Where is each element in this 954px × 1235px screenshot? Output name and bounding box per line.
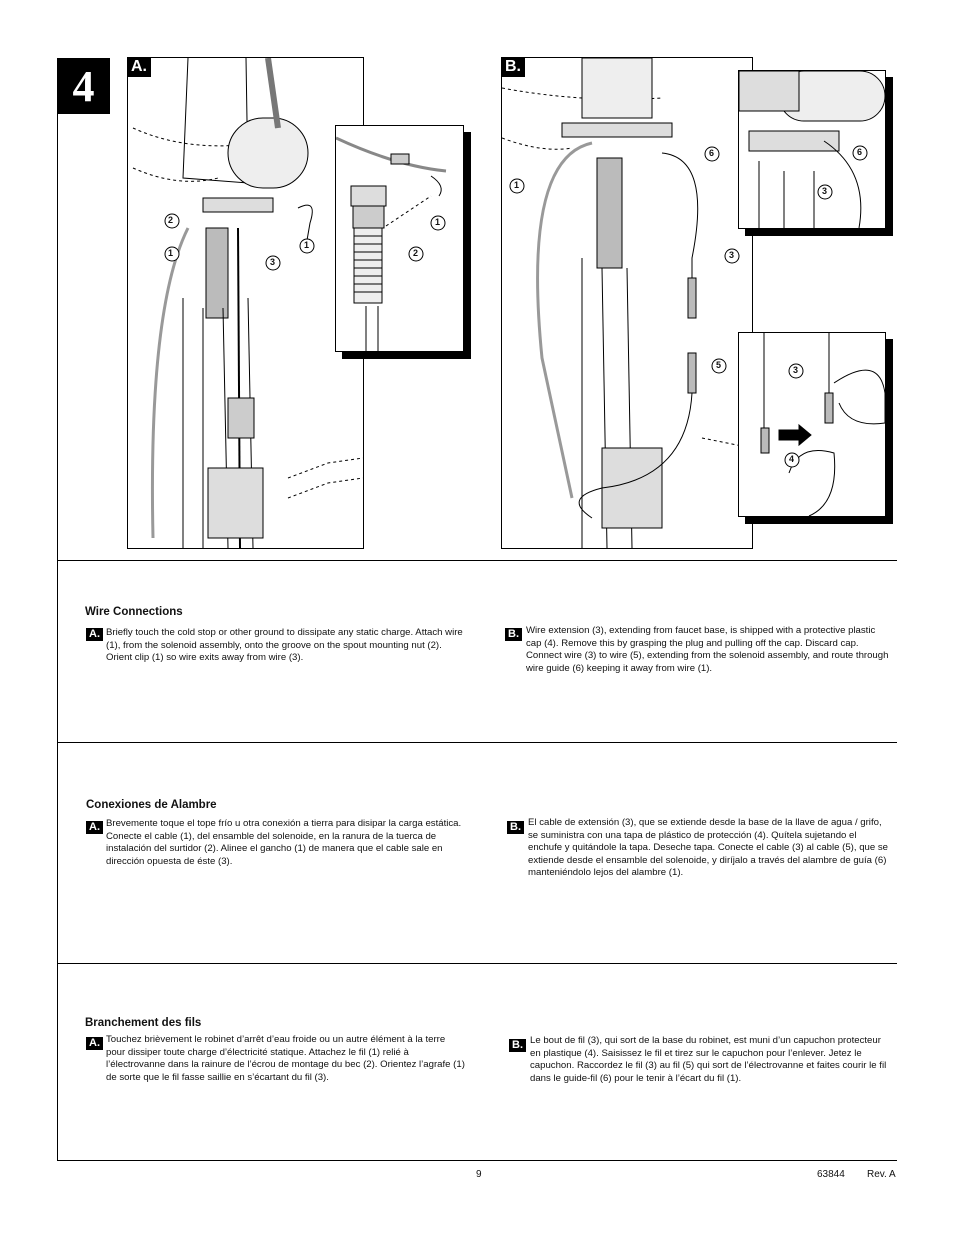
callout-b-6: 6 (709, 148, 715, 158)
step-a-badge: A. (86, 821, 103, 834)
callout-a-1b: 1 (304, 240, 310, 250)
section-heading-english: Wire Connections (85, 606, 183, 618)
callout-b-5: 5 (716, 360, 722, 370)
callout-b-inset-3b: 3 (793, 365, 799, 375)
instruction-a-english: Briefly touch the cold stop or other ground to dissipate any static charge. Attach wire (1), from the solenoid assembly, onto the groove on the spout mounting nut (2). Orient clip (1) so wire exits away from wire (3). (106, 627, 463, 663)
section-heading-french: Branchement des fils (85, 1017, 202, 1029)
callout-b-inset-3: 3 (822, 186, 828, 196)
figure-b-label: B. (501, 57, 525, 77)
divider-4 (57, 1160, 897, 1161)
divider-3 (57, 963, 897, 964)
instruction-b-french: Le bout de fil (3), qui sort de la base du robinet, est muni d’un capuchon protecteur en plastique (4). Saisissez le fil et tirez sur le capuchon pour l’enlever. Jetez le capuchon. Raccordez le fil (3) au fil (5) qui sort de l’électrovanne et faites courir le fil dans le guide-fil (6) pour le tenir à l’écart du fil (1). (530, 1035, 887, 1084)
left-rule (57, 114, 58, 1160)
figure-b-panel (501, 57, 753, 549)
document-number: 63844 (817, 1169, 845, 1180)
step-number: 4 (57, 58, 110, 114)
figure-b-illustration (502, 58, 752, 548)
cap-removal-detail-illustration (739, 333, 885, 516)
figure-a-inset (335, 125, 464, 352)
figure-b-inset-bottom (738, 332, 886, 517)
callout-a-3: 3 (270, 257, 276, 267)
instruction-a-spanish: Brevemente toque el tope frío u otra conexión a tierra para disipar la carga estática. Conecte el cable (1), del ensamble del solenoide, en la ranura de la tuerca de instalación del surtidor (2). Alinee el gancho (1) de manera que el cable sale en dirección opuesta de éste (3). (106, 818, 462, 867)
figure-a-label: A. (127, 57, 151, 77)
figure-b-inset-top (738, 70, 886, 229)
step-b-badge: B. (509, 1039, 526, 1052)
nut-detail-illustration (336, 126, 463, 351)
callout-b-inset-6: 6 (857, 147, 863, 157)
divider-1 (57, 560, 897, 561)
instruction-a-french: Touchez brièvement le robinet d’arrêt d’eau froide ou un autre élément à la terre pour dissiper toute charge d’électricité statique. Attachez le fil (1) relié à l’électrovanne dans la rainure de l’écrou de montage du bec (2). Orientez l’agrafe (1) de sorte que le fil fasse saillie en s’écartant du fil (3). (106, 1034, 465, 1083)
callout-inset-a-2: 2 (413, 248, 419, 258)
step-a-badge: A. (86, 1037, 103, 1050)
figure-a-illustration (128, 58, 363, 548)
callout-a-2: 2 (168, 215, 174, 225)
step-b-badge: B. (505, 628, 522, 641)
section-heading-spanish: Conexiones de Alambre (86, 799, 217, 811)
step-b-badge: B. (507, 821, 524, 834)
instruction-b-spanish: El cable de extensión (3), que se extiende desde la base de la llave de agua / grifo, se suministra con una tapa de plástico de protección (4). Quítela sujetando el enchufe y quitándole la tapa. Deseche tapa. Conecte el cable (3) al cable (5), que se extiende desde el ensamble del solenoide, y diríjalo a través del alambre de guía (6) manteniéndolo lejos del alambre (1). (528, 817, 888, 878)
callout-b-4: 4 (789, 454, 795, 464)
divider-2 (57, 742, 897, 743)
figure-a-panel (127, 57, 364, 549)
step-a-badge: A. (86, 628, 103, 641)
wire-guide-detail-illustration (739, 71, 885, 228)
callout-inset-a-1: 1 (435, 217, 441, 227)
page-number: 9 (476, 1169, 482, 1180)
callout-a-1: 1 (168, 248, 174, 258)
callout-b-1: 1 (514, 180, 520, 190)
revision-label: Rev. A (867, 1169, 896, 1180)
instruction-b-english: Wire extension (3), extending from faucet base, is shipped with a protective plastic cap (4). Remove this by grasping the plug and pulling off the cap. Discard cap. Connect wire (3) to wire (5), extending from the solenoid assembly, and route through wire guide (6) keeping it away from wire (1). (526, 625, 889, 674)
callout-b-3: 3 (729, 250, 735, 260)
